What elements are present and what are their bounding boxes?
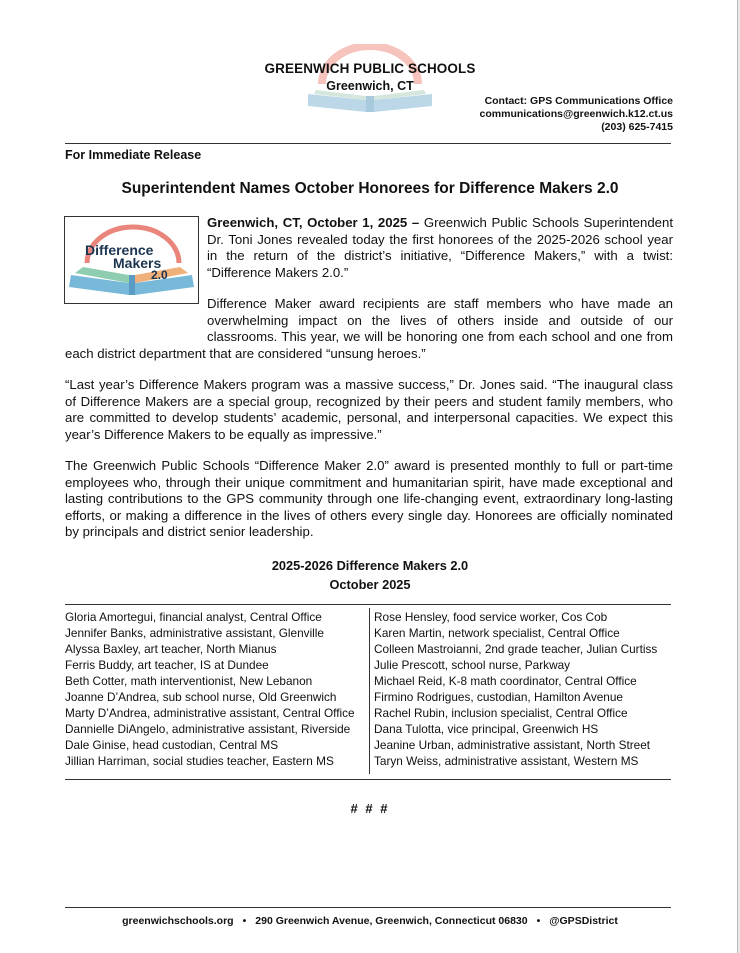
- paragraph-award-criteria: The Greenwich Public Schools “Difference Maker 2.0” award is presented monthly to full or part-time employees who, through their unique commitment and humanitarian spirit, have made exceptional and lasting contributions to the GPS community through one life-changing event, extraordinary long-lasting efforts, or making a difference in the lives of others every single day. Honorees are officially nominated by principals and district senior leadership.: [65, 458, 673, 539]
- badge-line1: Difference: [85, 242, 154, 258]
- list-item: Joanne D’Andrea, sub school nurse, Old Greenwich: [65, 690, 337, 704]
- contact-label: Contact: GPS Communications Office: [484, 95, 673, 107]
- paragraph-quote: “Last year’s Difference Makers program was a massive success,” Dr. Jones said. “The inaugural class of Difference Makers are a special group, recognized by their peers and student family members, who are committed to develop students’ academic, personal, and interpersonal capacities. We expect this year’s Difference Makers to be equally as impressive.”: [65, 377, 673, 442]
- footer-address: 290 Greenwich Avenue, Greenwich, Connecticut 06830: [255, 915, 528, 927]
- paragraph-award-description: [65, 296, 673, 362]
- contact-email[interactable]: communications@greenwich.k12.ct.us: [479, 108, 673, 120]
- list-item: Firmino Rodrigues, custodian, Hamilton Avenue: [374, 690, 623, 704]
- honorees-title: 2025-2026 Difference Makers 2.0: [271, 558, 469, 573]
- list-item: Jillian Harriman, social studies teacher, Eastern MS: [65, 754, 334, 768]
- page-title: Superintendent Names October Honorees for Difference Makers 2.0: [121, 180, 619, 197]
- intro-paragraph: [207, 215, 673, 281]
- list-item: Dannielle DiAngelo, administrative assistant, Riverside: [65, 722, 351, 736]
- difference-makers-logo: [64, 216, 199, 304]
- footer-social[interactable]: @GPSDistrict: [549, 915, 618, 927]
- dateline: Greenwich, CT, October 1, 2025 –: [207, 215, 420, 230]
- list-item: Dale Ginise, head custodian, Central MS: [65, 738, 279, 752]
- honorees-right-column: [374, 609, 657, 769]
- honorees-subtitle: October 2025: [329, 577, 411, 592]
- difference-makers-logo-icon: [65, 217, 198, 303]
- contact-block: [480, 95, 673, 134]
- paragraph-award-text: Difference Maker award recipients are staff members who have made an overwhelming impact on the lives of others inside and outside of our classrooms. This year, we will be honoring one from each school and one from each district department that are considered “unsung heroes.”: [65, 296, 673, 361]
- org-city: Greenwich, CT: [326, 79, 414, 93]
- list-item: Beth Cotter, math interventionist, New Lebanon: [65, 674, 313, 688]
- list-top-divider: [65, 604, 671, 605]
- footer: [0, 915, 740, 927]
- list-item: Dana Tulotta, vice principal, Greenwich HS: [374, 722, 599, 736]
- footer-website[interactable]: greenwichschools.org: [122, 915, 234, 927]
- column-divider: [369, 608, 370, 774]
- end-mark: # # #: [350, 801, 390, 816]
- list-item: Taryn Weiss, administrative assistant, Western MS: [374, 754, 639, 768]
- footer-separator: •: [242, 915, 247, 927]
- list-item: Jeanine Urban, administrative assistant, North Street: [374, 738, 651, 752]
- badge-version: 2.0: [151, 268, 168, 282]
- footer-divider: [65, 907, 671, 908]
- list-item: Michael Reid, K-8 math coordinator, Central Office: [374, 674, 637, 688]
- list-item: Marty D’Andrea, administrative assistant, Central Office: [65, 706, 355, 720]
- list-item: Rose Hensley, food service worker, Cos Cob: [374, 610, 608, 624]
- list-item: Ferris Buddy, art teacher, IS at Dundee: [65, 658, 269, 672]
- list-bottom-divider: [65, 779, 671, 780]
- list-item: Karen Martin, network specialist, Central Office: [374, 626, 620, 640]
- list-item: Julie Prescott, school nurse, Parkway: [374, 658, 571, 672]
- footer-separator: •: [536, 915, 541, 927]
- list-item: Colleen Mastroianni, 2nd grade teacher, Julian Curtiss: [374, 642, 658, 656]
- badge-line2: Makers: [113, 255, 162, 271]
- list-item: Jennifer Banks, administrative assistant, Glenville: [65, 626, 324, 640]
- header-divider: [65, 143, 671, 144]
- honorees-left-column: [65, 609, 355, 769]
- intro-text: Greenwich Public Schools Superintendent Dr. Toni Jones revealed today the first honorees of the 2025-2026 school year in the return of the district’s initiative, “Difference Makers,” with a twist: “Difference Makers 2.0.”: [207, 215, 673, 280]
- list-item: Alyssa Baxley, art teacher, North Mianus: [65, 642, 277, 656]
- contact-phone: (203) 625-7415: [601, 121, 673, 133]
- list-item: Gloria Amortegui, financial analyst, Central Office: [65, 610, 322, 624]
- list-item: Rachel Rubin, inclusion specialist, Central Office: [374, 706, 628, 720]
- release-label: For Immediate Release: [65, 148, 202, 162]
- org-name: GREENWICH PUBLIC SCHOOLS: [264, 61, 476, 76]
- float-spacer: [65, 296, 207, 330]
